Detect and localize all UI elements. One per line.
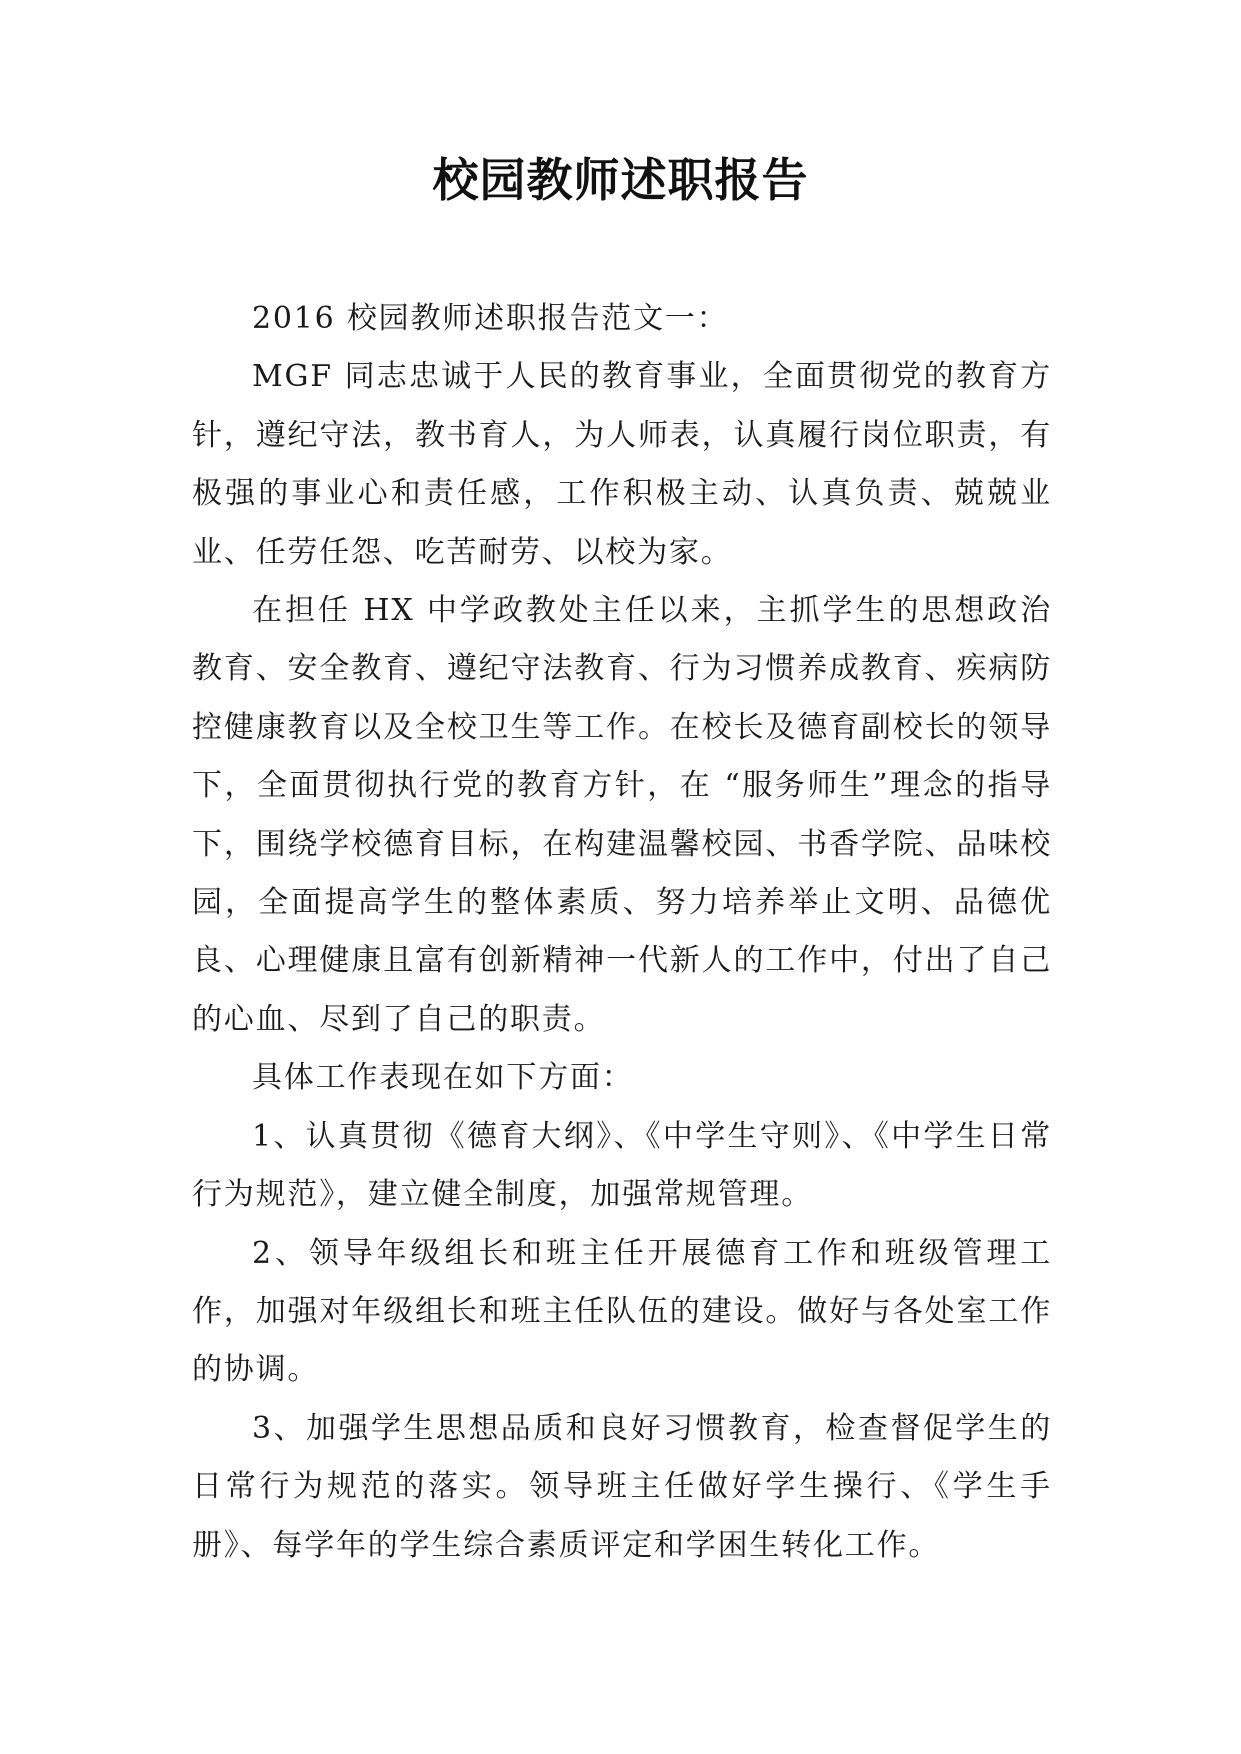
paragraph-summary: MGF 同志忠诚于人民的教育事业，全面贯彻党的教育方针，遵纪守法，教书育人，为人师表，认真履行岗位职责，有极强的事业心和责任感，工作积极主动、认真负责、兢兢业业、任劳任怨、吃苦耐劳、以校为家。 bbox=[192, 359, 1052, 570]
paragraph-item-1: 1、认真贯彻《德育大纲》、《中学生守则》、《中学生日常行为规范》，建立健全制度，加强常规管理。 bbox=[192, 1118, 1052, 1213]
paragraph-intro-heading: 2016 校园教师述职报告范文一： bbox=[252, 301, 729, 336]
paragraph-duties: 在担任 HX 中学政教处主任以来，主抓学生的思想政治教育、安全教育、遵纪守法教育、行为习惯养成教育、疾病防控健康教育以及全校卫生等工作。在校长及德育副校长的领导下，全面贯彻执行党的教育方针，在 “服务师生”理念的指导下，围绕学校德育目标，在构建温馨校园、书香学院、品味校园，全面提高学生的整体素质、努力培养举止文明、品德优良、心理健康且富有创新精神一代新人的工作中，付出了自己的心血、尽到了自己的职责。 bbox=[192, 593, 1052, 1037]
paragraph-item-2: 2、领导年级组长和班主任开展德育工作和班级管理工作，加强对年级组长和班主任队伍的建设。做好与各处室工作的协调。 bbox=[192, 1235, 1052, 1388]
paragraph-item-3: 3、加强学生思想品质和良好习惯教育，检查督促学生的日常行为规范的落实。领导班主任做好学生操行、《学生手册》、每学年的学生综合素质评定和学困生转化工作。 bbox=[192, 1410, 1052, 1563]
document-body bbox=[192, 290, 1052, 1575]
paragraph-work-heading: 具体工作表现在如下方面： bbox=[252, 1060, 634, 1096]
page-title: 校园教师述职报告 bbox=[432, 153, 809, 207]
